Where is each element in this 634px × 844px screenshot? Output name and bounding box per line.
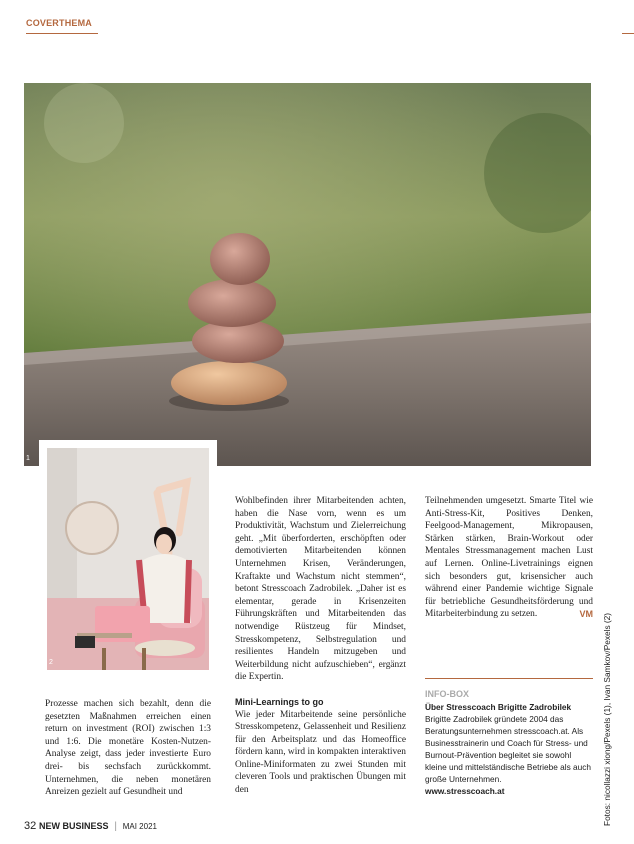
stretching-woman-photo bbox=[47, 448, 209, 670]
subheading-mini-learnings: Mini-Learnings to go bbox=[235, 696, 324, 707]
page-footer bbox=[24, 820, 157, 832]
column-right-text bbox=[425, 495, 593, 621]
infobox bbox=[425, 680, 593, 797]
infobox-title: Über Stresscoach Brigitte Zadrobilek bbox=[425, 702, 572, 712]
column-right-body: Teilnehmenden umgesetzt. Smarte Titel wie Anti-Stress-Kit, Positives Denken, Feelgood-Management, Mikropausen, Stärken stärken, Brain-Workout oder Mentales Stressmanagement machen Lust auf Lernen. Online-Livetrainings eignen sich besonders gut, krisensicher auch während einer Pandemie wichtige Signale für betriebliche Gesundheitsförderung und Mitarbeiterbindung zu setzen. bbox=[425, 496, 593, 620]
section-rule bbox=[26, 33, 98, 34]
infobox-body: Brigitte Zadrobilek gründete 2004 das Beratungsunternehmen stresscoach.at. Als Businesstrainerin und Coach für Stress- und Burnout-Prävention begleitet sie sowohl kleine und mittelständische Betriebe als auch große Unternehmen. bbox=[425, 714, 592, 784]
footer-separator: | bbox=[114, 821, 117, 832]
column-middle-para1: Wohlbefinden ihrer Mitarbeitenden achten, haben die Nase vorn, wenn es um Produktivität, Wachstum und Zielerreichung geht. „Mit überforderten, erschöpften oder demotivierten Mitarbeitenden können Unternehmen Krisen, Veränderungen, Kraftakte und Wachstum nicht stemmen“, betont Stresscoach Zadrobilek. „Daher ist es elementar, gerade in Krisenzeiten Führungskräften und Mitarbeitenden das notwendige Rüstzeug für Mindset, Stresskompetenz, Selbstregulation und resilientes Handeln mitzugeben und Weiterbildung nicht aufzuschieben“, ergänzt die Expertin. bbox=[235, 496, 406, 683]
column-right bbox=[425, 495, 593, 621]
column-left-text: Prozesse machen sich bezahlt, denn die gesetzten Maßnahmen erreichen einen return on investment (ROI) zwischen 1:3 und 1:6. Die monetäre Kosten-Nutzen-Analyse zeigt, dass jeder investierte Euro drei- bis sechsfach zurückkommt. Unternehmen, die neben monetären Anreizen gezielt auf Gesundheit und bbox=[45, 699, 211, 798]
page-number: 32 bbox=[24, 820, 37, 832]
top-right-rule bbox=[622, 33, 634, 34]
column-middle bbox=[235, 495, 406, 797]
section-label: COVERTHEMA bbox=[26, 18, 93, 28]
photo2-frame bbox=[39, 440, 217, 678]
magazine-name: NEW BUSINESS bbox=[39, 821, 109, 831]
photo-credits: Fotos: nicollazzi xiong/Pexels (1), Ivan Samkov/Pexels (2) bbox=[602, 612, 612, 826]
infobox-url[interactable]: www.stresscoach.at bbox=[425, 786, 505, 796]
stacked-stones-photo bbox=[24, 83, 591, 466]
issue-date: MAI 2021 bbox=[122, 822, 157, 831]
author-signature: VM bbox=[579, 609, 593, 620]
column-left bbox=[45, 698, 211, 799]
infobox-label: INFO-BOX bbox=[425, 689, 469, 699]
photo-number-1: 1 bbox=[26, 455, 30, 462]
infobox-rule bbox=[425, 678, 593, 679]
column-middle-para2: Wie jeder Mitarbeitende seine persönliche Stresskompetenz, Gelassenheit und Resilienz für den Arbeitsplatz und das Homeoffice fördern kann, wird in kompakten interaktiven Online-Miniformaten zu zwei Stunden mit cleveren Tools und praktischen Übungen mit den bbox=[235, 709, 406, 796]
photo-number-2: 2 bbox=[49, 659, 53, 666]
